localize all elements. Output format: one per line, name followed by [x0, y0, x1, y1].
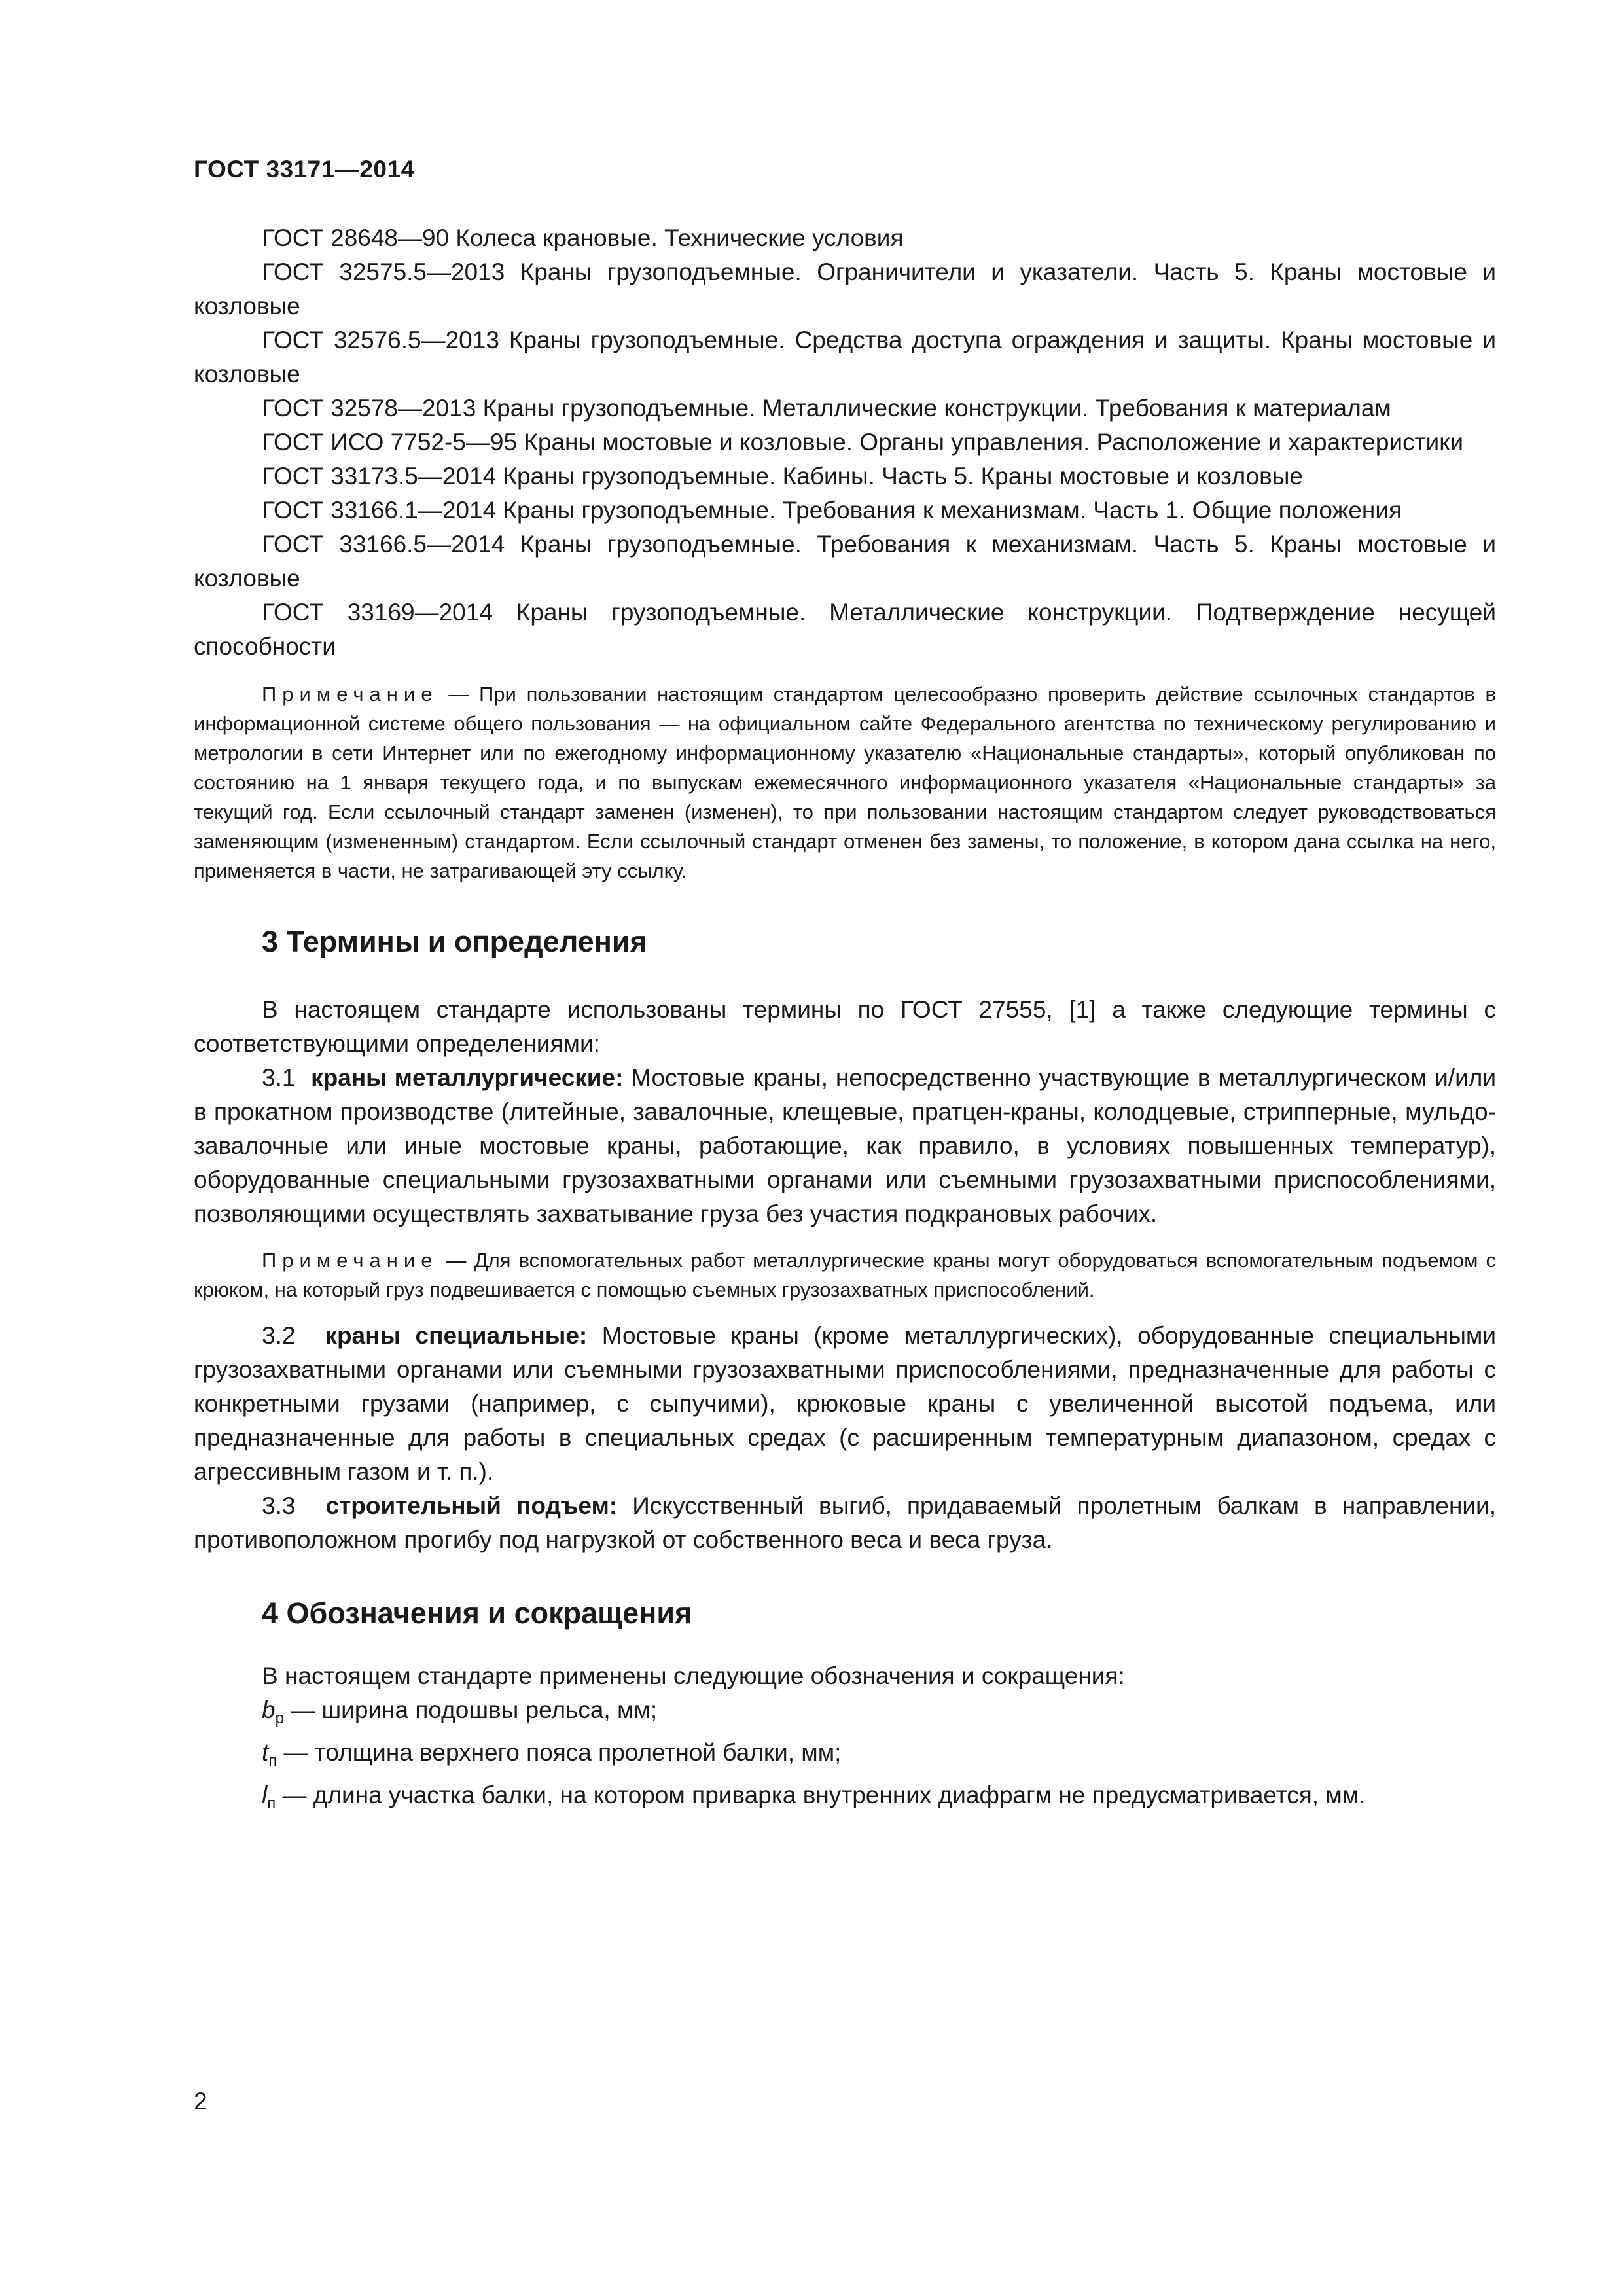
- reference-item: ГОСТ 33169—2014 Краны грузоподъемные. Металлические конструкции. Подтверждение несущей способности: [194, 599, 1496, 660]
- reference-item: ГОСТ 32575.5—2013 Краны грузоподъемные. Ограничители и указатели. Часть 5. Краны мостовые и козловые: [194, 259, 1496, 319]
- section-4-intro: В настоящем стандарте применены следующие обозначения и сокращения:: [262, 1662, 1125, 1689]
- term-number: 3.2: [262, 1322, 296, 1349]
- symbol-item: [194, 1693, 1496, 1736]
- term-definition: Мостовые краны, непосредственно участвующие в металлургическом и/или в прокатном производстве (литейные, завалочные, клещевые, пратцен-краны, колодцевые, стрипперные, мульдо-завалочные или иные мостовые краны, работающие, как правило, в условиях повышенных температур), оборудованные специальными грузозахватными органами или съемными грузозахватными приспособлениями, позволяющими осуществлять захватывание груза без участия подкрановых рабочих.: [194, 1064, 1496, 1227]
- term-name: краны металлургические:: [311, 1064, 624, 1091]
- symbol-subscript: р: [275, 1710, 284, 1727]
- reference-item: ГОСТ ИСО 7752-5—95 Краны мостовые и козловые. Органы управления. Расположение и характеристики: [262, 429, 1464, 456]
- note-text: — Для вспомогательных работ металлургические краны могут оборудоваться вспомогательным подъемом с крюком, на который груз подвешивается с помощью съемных грузозахватных приспособлений.: [194, 1249, 1496, 1301]
- note-references: [194, 679, 1496, 886]
- symbol-item: [194, 1736, 1496, 1778]
- symbol-letter: t: [262, 1739, 269, 1766]
- reference-item: ГОСТ 32578—2013 Краны грузоподъемные. Металлические конструкции. Требования к материалам: [262, 395, 1391, 422]
- section-4-title: 4 Обозначения и сокращения: [262, 1596, 692, 1630]
- reference-item: ГОСТ 33166.1—2014 Краны грузоподъемные. Требования к механизмам. Часть 1. Общие положения: [262, 497, 1402, 524]
- note-text: — При пользовании настоящим стандартом целесообразно проверить действие ссылочных стандартов в информационной системе общего пользования — на официальном сайте Федерального агентства по техническому регулированию и метрологии в сети Интернет или по ежегодному информационному указателю «Национальные стандарты», который опубликован по состоянию на 1 января текущего года, и по выпускам ежемесячного информационного указателя «Национальные стандарты» за текущий год. Если ссылочный стандарт заменен (изменен), то при пользовании настоящим стандартом следует руководствоваться заменяющим (измененным) стандартом. Если ссылочный стандарт отменен без замены, то положение, в котором дана ссылка на него, применяется в части, не затрагивающей эту ссылку.: [194, 683, 1496, 882]
- page-number: 2: [194, 2088, 207, 2115]
- term-number: 3.3: [262, 1492, 296, 1519]
- term-number: 3.1: [262, 1064, 296, 1091]
- symbol-subscript: п: [268, 1752, 277, 1770]
- symbol-item: [194, 1778, 1496, 1821]
- page-content: [194, 221, 1496, 1821]
- reference-item: ГОСТ 32576.5—2013 Краны грузоподъемные. Средства доступа ограждения и защиты. Краны мостовые и козловые: [194, 327, 1496, 387]
- symbol-definition: — длина участка балки, на котором приварка внутренних диафрагм не предусматривается, мм.: [276, 1782, 1366, 1808]
- reference-item: ГОСТ 28648—90 Колеса крановые. Технические условия: [262, 224, 904, 251]
- section-3-intro: В настоящем стандарте использованы термины по ГОСТ 27555, [1] а также следующие термины с соответствующими определениями:: [194, 996, 1496, 1057]
- symbol-definition: — ширина подошвы рельса, мм;: [283, 1696, 658, 1723]
- document-header-code: ГОСТ 33171—2014: [194, 156, 415, 183]
- term-3-1: [194, 1061, 1496, 1231]
- note-label: Примечание: [262, 683, 438, 706]
- note-metallurgical-cranes: [194, 1246, 1496, 1304]
- symbol-definition: — толщина верхнего пояса пролетной балки, мм;: [277, 1739, 842, 1766]
- term-name: краны специальные:: [325, 1322, 588, 1349]
- term-3-2: [194, 1319, 1496, 1489]
- reference-item: ГОСТ 33166.5—2014 Краны грузоподъемные. Требования к механизмам. Часть 5. Краны мостовые и козловые: [194, 531, 1496, 592]
- term-definition: Мостовые краны (кроме металлургических), оборудованные специальными грузозахватными органами или съемными грузозахватными приспособлениями, предназначенные для работы с конкретными грузами (например, с сыпучими), крюковые краны с увеличенной высотой подъема, или предназначенные для работы в специальных средах (с расширенным температурным диапазоном, средах с агрессивным газом и т. п.).: [194, 1322, 1497, 1485]
- term-name: строительный подъем:: [325, 1492, 618, 1519]
- term-3-3: [194, 1489, 1496, 1557]
- symbol-letter: l: [262, 1782, 268, 1808]
- section-3-title: 3 Термины и определения: [262, 925, 647, 958]
- note-label: Примечание: [262, 1249, 438, 1272]
- reference-item: ГОСТ 33173.5—2014 Краны грузоподъемные. Кабины. Часть 5. Краны мостовые и козловые: [262, 463, 1303, 490]
- symbol-letter: b: [262, 1696, 276, 1723]
- symbol-subscript: п: [267, 1795, 276, 1812]
- term-definition: Искусственный выгиб, придаваемый пролетным балкам в направлении, противоположном прогибу под нагрузкой от собственного веса и веса груза.: [194, 1492, 1497, 1553]
